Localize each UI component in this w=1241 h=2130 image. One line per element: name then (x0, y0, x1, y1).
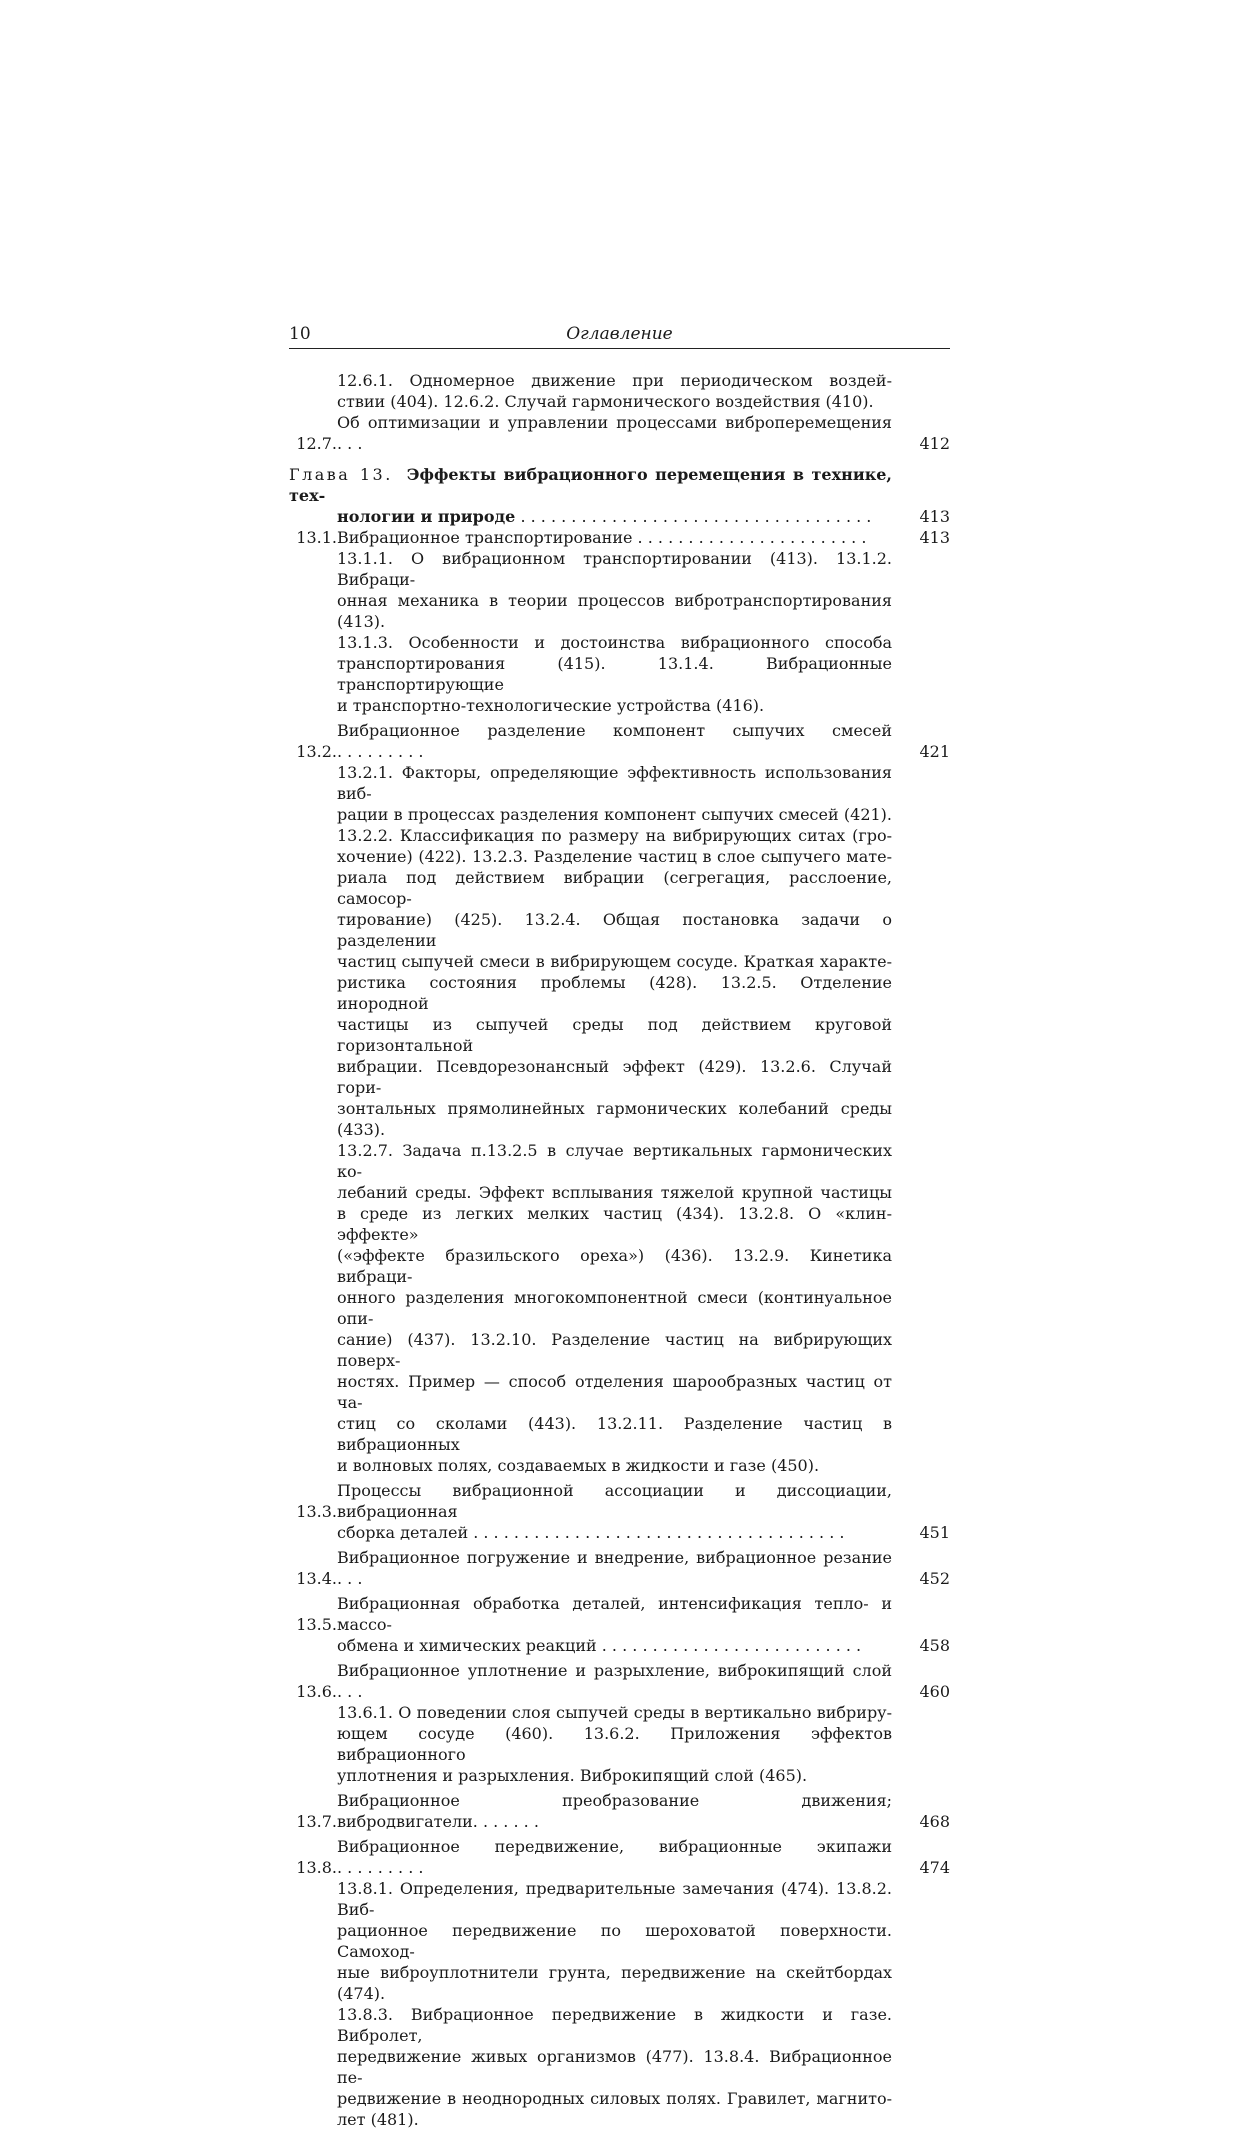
toc-entry-13-8 (289, 1836, 950, 1878)
toc-subentry-line: риала под действием вибрации (сегрегация, расслоение, самосор- (337, 868, 892, 908)
running-title: Оглавление (566, 324, 673, 344)
toc-subentries-13-2 (289, 762, 892, 1476)
toc-subentry-line: и волновых полях, создаваемых в жидкости и газе (450). (337, 1456, 820, 1475)
toc-subentries-12-6 (289, 370, 892, 412)
toc-subentry-line: 13.2.1. Факторы, определяющие эффективность использования виб- (337, 763, 892, 803)
chapter-label: Глава 13. (289, 465, 393, 484)
toc-page-number: 452 (919, 1569, 950, 1588)
toc-subentry-line: и транспортно-технологические устройства (416). (337, 696, 765, 715)
toc-leader-dots: . . . (337, 434, 363, 453)
toc-page-number: 413 (919, 507, 950, 526)
toc-entry-13-2 (289, 720, 950, 762)
toc-subentries-13-1 (289, 548, 892, 716)
toc-entry-number: 13.8. (296, 1858, 337, 1877)
toc-subentry-line: стиц со сколами (443). 13.2.11. Разделение частиц в вибрационных (337, 1414, 892, 1454)
toc-entry-title-line1: Вибрационная обработка деталей, интенсификация тепло- и массо- (337, 1594, 892, 1634)
page-number: 10 (289, 324, 311, 344)
toc-leader-dots: . . . (337, 1569, 363, 1588)
chapter-title-line2: нологии и природе (337, 507, 516, 526)
toc-subentry-line: ные виброуплотнители грунта, передвижение на скейтбордах (474). (337, 1963, 892, 2003)
toc-subentry-line: 13.2.2. Классификация по размеру на вибрирующих ситах (гро- (337, 826, 892, 845)
toc-page-number: 412 (919, 434, 950, 453)
toc-entry-13-4 (289, 1547, 950, 1589)
toc-entry-title: Вибрационное транспортирование (337, 528, 633, 547)
toc-entry-13-7 (289, 1790, 950, 1832)
toc-entry-title: Вибрационное погружение и внедрение, вибрационное резание (337, 1548, 892, 1567)
toc-leader-dots: . . . . . . . (472, 1812, 539, 1831)
toc-subentry-line: онная механика в теории процессов вибротранспортирования (413). (337, 591, 892, 631)
toc-page-number: 474 (919, 1858, 950, 1877)
toc-entry-number: 13.3. (296, 1502, 337, 1521)
toc-entry-title: Вибрационное передвижение, вибрационные экипажи (337, 1837, 892, 1856)
toc-subentry-line: транспортирования (415). 13.1.4. Вибрационные транспортирующие (337, 654, 892, 694)
toc-page-number: 460 (919, 1682, 950, 1701)
toc-subentry-line: тирование) (425). 13.2.4. Общая постановка задачи о разделении (337, 910, 892, 950)
toc-subentry-line: («эффекте бразильского ореха») (436). 13.2.9. Кинетика вибраци- (337, 1246, 892, 1286)
toc-subentry-line: 13.1.3. Особенности и достоинства вибрационного способа (337, 633, 892, 652)
toc-entry-title-line2: сборка деталей (337, 1523, 469, 1542)
toc-page-number: 413 (919, 528, 950, 547)
toc-leader-dots: . . . (337, 1682, 363, 1701)
toc-entry-13-3 (289, 1480, 950, 1543)
toc-subentries-13-6 (289, 1702, 892, 1786)
toc-entry-title: Вибрационное преобразование движения; вибродвигатели (337, 1791, 892, 1831)
toc-subentry-line: ностях. Пример — способ отделения шарообразных частиц от ча- (337, 1372, 892, 1412)
toc-subentry-line: зонтальных прямолинейных гармонических колебаний среды (433). (337, 1099, 892, 1139)
toc-leader-dots: . . . . . . . . . . . . . . . . . . . . . . . (632, 528, 867, 547)
toc-entry-number: 13.6. (296, 1682, 337, 1701)
toc-entry-number: 13.4. (296, 1569, 337, 1588)
toc-entry-title: Вибрационное разделение компонент сыпучих смесей (337, 721, 892, 740)
toc-entry-13-6 (289, 1660, 950, 1702)
toc-subentry-line: частицы из сыпучей среды под действием круговой горизонтальной (337, 1015, 892, 1055)
toc-subentry-line: вибрации. Псевдорезонансный эффект (429). 13.2.6. Случай гори- (337, 1057, 892, 1097)
toc-subentry-line: онного разделения многокомпонентной смеси (континуальное опи- (337, 1288, 892, 1328)
toc-subentry-line: ющем сосуде (460). 13.6.2. Приложения эффектов вибрационного (337, 1724, 892, 1764)
toc-entry-number: 13.1. (296, 528, 337, 547)
toc-subentry-line: в среде из легких мелких частиц (434). 13.2.8. О «клин-эффекте» (337, 1204, 892, 1244)
toc-entry-13-1 (289, 527, 950, 548)
chapter-title-line1: Эффекты вибрационного перемещения в технике, тех- (289, 465, 893, 505)
toc-subentry-line: 13.2.7. Задача п.13.2.5 в случае вертикальных гармонических ко- (337, 1141, 892, 1181)
toc-subentry-line: 13.8.3. Вибрационное передвижение в жидкости и газе. Вибролет, (337, 2005, 892, 2045)
toc-page-number: 451 (919, 1523, 950, 1542)
toc-subentry-line: рационное передвижение по шероховатой поверхности. Самоход- (337, 1921, 892, 1961)
toc-leader-dots: . . . . . . . . . . . . . . . . . . . . . . . . . . . . . . . . . . . (515, 507, 872, 526)
toc-leader-dots: . . . . . . . . . (337, 742, 424, 761)
table-of-contents (289, 370, 950, 2130)
toc-page-number: 458 (919, 1636, 950, 1655)
toc-page-number: 468 (919, 1812, 950, 1831)
toc-entry-number: 13.2. (296, 742, 337, 761)
toc-entry-title: Об оптимизации и управлении процессами виброперемещения (337, 413, 892, 432)
toc-chapter-13 (289, 464, 950, 527)
book-page (289, 322, 950, 2130)
toc-subentries-13-8 (289, 1878, 892, 2130)
toc-subentry-line: 13.1.1. О вибрационном транспортировании (413). 13.1.2. Вибраци- (337, 549, 892, 589)
toc-entry-12-7 (289, 412, 950, 454)
toc-subentry-line: лет (481). (337, 2110, 419, 2129)
toc-subentry-line: хочение) (422). 13.2.3. Разделение частиц в слое сыпучего мате- (337, 847, 892, 866)
toc-subentry-line: 13.6.1. О поведении слоя сыпучей среды в вертикально вибриру- (337, 1703, 892, 1722)
toc-entry-title: Вибрационное уплотнение и разрыхление, виброкипящий слой (337, 1661, 892, 1680)
toc-leader-dots: . . . . . . . . . (337, 1858, 424, 1877)
toc-subentry-line: частиц сыпучей смеси в вибрирующем сосуде. Краткая характе- (337, 952, 892, 971)
toc-entry-number: 12.7. (296, 434, 337, 453)
toc-subentry-line: ствии (404). 12.6.2. Случай гармонического воздействия (410). (337, 392, 874, 411)
toc-leader-dots: . . . . . . . . . . . . . . . . . . . . . . . . . . (596, 1636, 862, 1655)
toc-entry-number: 13.5. (296, 1615, 337, 1634)
toc-page-number: 421 (919, 742, 950, 761)
toc-entry-number: 13.7. (296, 1812, 337, 1831)
toc-subentry-line: уплотнения и разрыхления. Виброкипящий слой (465). (337, 1766, 808, 1785)
toc-subentry-line: сание) (437). 13.2.10. Разделение частиц на вибрирующих поверх- (337, 1330, 892, 1370)
toc-entry-13-5 (289, 1593, 950, 1656)
toc-entry-title-line2: обмена и химических реакций (337, 1636, 597, 1655)
toc-leader-dots: . . . . . . . . . . . . . . . . . . . . . . . . . . . . . . . . . . . . . (468, 1523, 845, 1542)
toc-entry-title-line1: Процессы вибрационной ассоциации и диссоциации, вибрационная (337, 1481, 892, 1521)
toc-subentry-line: 12.6.1. Одномерное движение при периодическом воздей- (337, 371, 892, 390)
toc-subentry-line: лебаний среды. Эффект всплывания тяжелой крупной частицы (337, 1183, 892, 1202)
toc-subentry-line: редвижение в неоднородных силовых полях. Гравилет, магнито- (337, 2089, 892, 2108)
toc-subentry-line: передвижение живых организмов (477). 13.8.4. Вибрационное пе- (337, 2047, 892, 2087)
toc-subentry-line: 13.8.1. Определения, предварительные замечания (474). 13.8.2. Виб- (337, 1879, 892, 1919)
running-header (289, 322, 950, 349)
toc-subentry-line: ристика состояния проблемы (428). 13.2.5. Отделение инородной (337, 973, 892, 1013)
toc-subentry-line: рации в процессах разделения компонент сыпучих смесей (421). (337, 805, 892, 824)
